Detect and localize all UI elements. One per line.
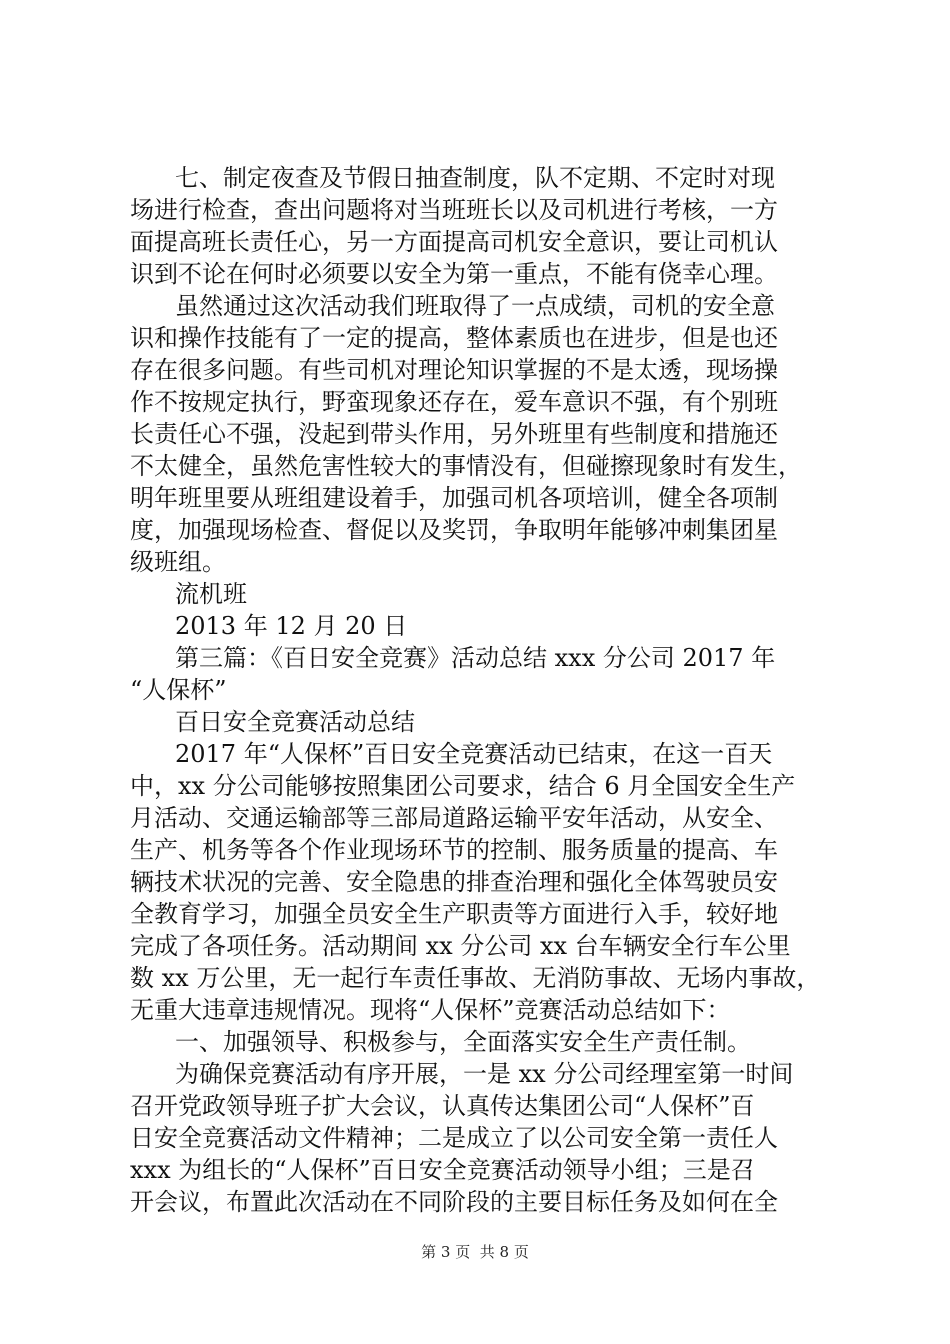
text-line: 存在很多问题。有些司机对理论知识掌握的不是太透，现场操 (130, 356, 778, 384)
text-line: 2017 年“人保杯”百日安全竞赛活动已结束，在这一百天 (175, 740, 773, 768)
text-line: 完成了各项任务。活动期间 xx 分公司 xx 台车辆安全行车公里 (130, 932, 791, 960)
text-line: 全教育学习，加强全员安全生产职责等方面进行入手，较好地 (130, 900, 778, 928)
text-line: 2013 年 12 月 20 日 (175, 612, 408, 640)
text-line: 辆技术状况的完善、安全隐患的排查治理和强化全体驾驶员安 (130, 868, 778, 896)
text-line: 识和操作技能有了一定的提高，整体素质也在进步，但是也还 (130, 324, 778, 352)
text-line: 场进行检查，查出问题将对当班班长以及司机进行考核，一方 (130, 196, 778, 224)
text-line: 长责任心不强，没起到带头作用，另外班里有些制度和措施还 (130, 420, 778, 448)
text-line: 无重大违章违规情况。现将“人保杯”竞赛活动总结如下： (130, 996, 731, 1024)
text-line: 数 xx 万公里，无一起行车责任事故、无消防事故、无场内事故， (130, 964, 821, 992)
text-line: 日安全竞赛活动文件精神；二是成立了以公司安全第一责任人 (130, 1124, 778, 1152)
text-line: 月活动、交通运输部等三部局道路运输平安年活动，从安全、 (130, 804, 778, 832)
text-line: 七、制定夜查及节假日抽查制度，队不定期、不定时对现 (175, 164, 775, 192)
text-line: xxx 为组长的“人保杯”百日安全竞赛活动领导小组；三是召 (130, 1156, 755, 1184)
text-line: 不太健全，虽然危害性较大的事情没有，但碰擦现象时有发生， (130, 452, 802, 480)
text-line: 度，加强现场检查、督促以及奖罚，争取明年能够冲刺集团星 (130, 516, 778, 544)
text-line: 召开党政领导班子扩大会议，认真传达集团公司“人保杯”百 (130, 1092, 755, 1120)
text-line: 流机班 (175, 580, 247, 608)
text-line: 开会议，布置此次活动在不同阶段的主要目标任务及如何在全 (130, 1188, 778, 1216)
section-subtitle: 百日安全竞赛活动总结 (175, 708, 415, 736)
text-line: 虽然通过这次活动我们班取得了一点成绩，司机的安全意 (175, 292, 775, 320)
text-line: 明年班里要从班组建设着手，加强司机各项培训，健全各项制 (130, 484, 778, 512)
text-line: 生产、机务等各个作业现场环节的控制、服务质量的提高、车 (130, 836, 778, 864)
text-line: 级班组。 (130, 548, 226, 576)
text-line: 一、加强领导、积极参与，全面落实安全生产责任制。 (175, 1028, 751, 1056)
page-footer: 第 3 页 共 8 页 (421, 1243, 529, 1261)
text-line: 识到不论在何时必须要以安全为第一重点，不能有侥幸心理。 (130, 260, 778, 288)
text-line: 为确保竞赛活动有序开展，一是 xx 分公司经理室第一时间 (175, 1060, 794, 1088)
section-heading: 第三篇：《百日安全竞赛》活动总结 xxx 分公司 2017 年 (175, 644, 776, 672)
text-line: 中，xx 分公司能够按照集团公司要求，结合 6 月全国安全生产 (130, 772, 796, 800)
text-line: 面提高班长责任心，另一方面提高司机安全意识，要让司机认 (130, 228, 778, 256)
text-line: 作不按规定执行，野蛮现象还存在，爱车意识不强，有个别班 (130, 388, 778, 416)
section-heading: “人保杯” (130, 676, 227, 704)
